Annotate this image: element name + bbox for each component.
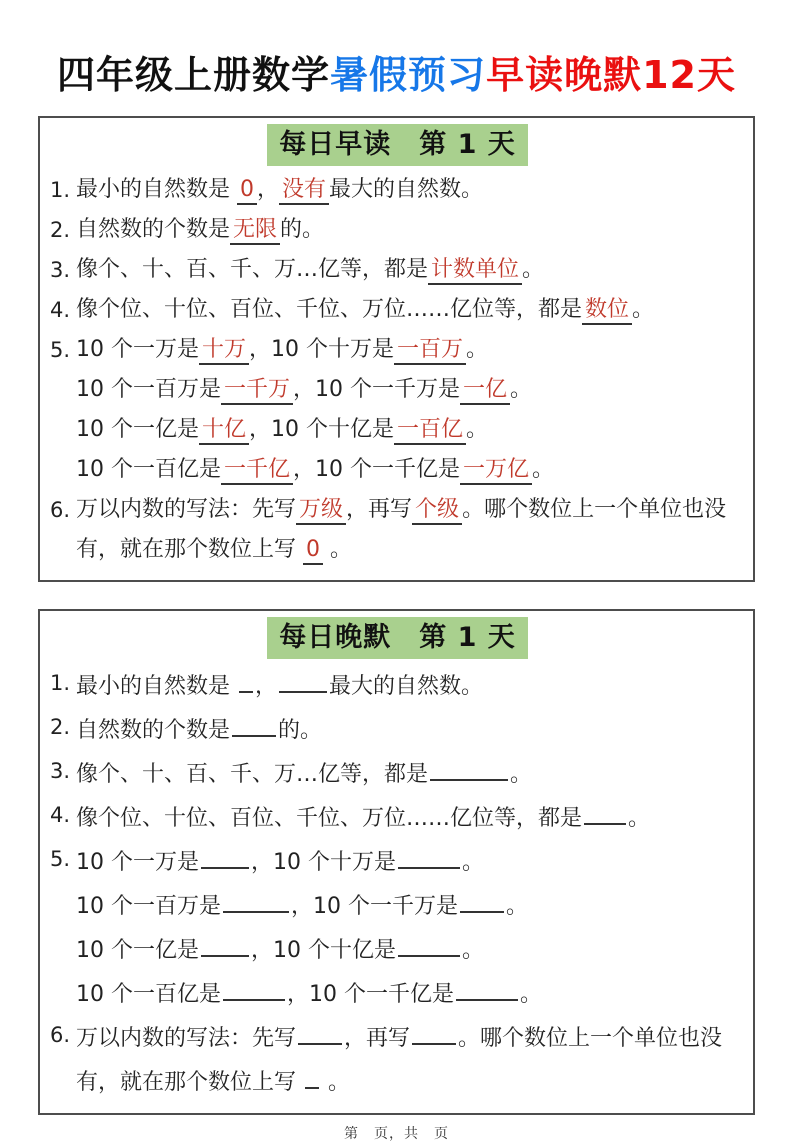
static-text: ， [257, 177, 280, 202]
item-number: 6. [50, 1023, 71, 1047]
worksheet-line [50, 707, 745, 751]
morning-box-header [50, 124, 745, 168]
worksheet-line [50, 490, 745, 570]
answer-text: 一千亿 [221, 457, 293, 485]
blank-line [201, 839, 249, 869]
blank-line [232, 707, 276, 737]
worksheet-line [50, 663, 745, 707]
static-text: 10 个一万是 [76, 337, 199, 362]
static-text: 。 [520, 982, 543, 1007]
static-text: 。哪个数位上一个单位也没有，就在那个数位上写 [76, 497, 727, 562]
answer-text: 计数单位 [428, 257, 522, 285]
worksheet-line [50, 170, 745, 210]
static-text: 的。 [280, 217, 325, 242]
static-text: 像个位、十位、百位、千位、万位……亿位等，都是 [76, 806, 583, 831]
static-text: ，10 个一千万是 [291, 894, 458, 919]
page-title [0, 0, 793, 99]
static-text: 。 [462, 850, 485, 875]
worksheet-line [50, 450, 745, 490]
title-part-grade: 四年级上册数学 [57, 53, 331, 97]
static-text: ，10 个一千亿是 [293, 457, 461, 482]
worksheet-line [50, 883, 745, 927]
answer-text: 一亿 [460, 377, 510, 405]
blank-line [201, 927, 249, 957]
static-text: ，10 个十亿是 [249, 417, 395, 442]
static-text: 。 [522, 257, 545, 282]
item-number: 5. [50, 847, 71, 871]
answer-text: 没有 [279, 177, 329, 205]
worksheet-line [50, 210, 745, 250]
blank-line [412, 1015, 456, 1045]
static-text: 。 [532, 457, 555, 482]
static-text: 像个、十、百、千、万…亿等，都是 [76, 257, 429, 282]
item-number: 3. [50, 258, 71, 282]
static-text: 10 个一百万是 [76, 377, 221, 402]
answer-text: 一百万 [394, 337, 466, 365]
static-text: 10 个一亿是 [76, 417, 199, 442]
morning-header-label: 每日早读 第 1 天 [267, 124, 528, 166]
static-text: 。 [321, 1070, 350, 1095]
static-text: 的。 [278, 718, 323, 743]
answer-text: 一百亿 [394, 417, 466, 445]
static-text: 万以内数的写法：先写 [76, 497, 297, 522]
blank-line [223, 883, 289, 913]
blank-line [460, 883, 504, 913]
static-text: ，10 个十亿是 [251, 938, 396, 963]
worksheet-line [50, 971, 745, 1015]
evening-dictation-box [38, 609, 755, 1115]
item-number: 5. [50, 338, 71, 362]
static-text: 最小的自然数是 [76, 177, 237, 202]
static-text: 。 [466, 417, 489, 442]
worksheet-line [50, 795, 745, 839]
blank-line [398, 927, 460, 957]
static-text: 。 [323, 537, 352, 562]
blank-line [305, 1059, 319, 1089]
static-text: 最大的自然数。 [329, 177, 484, 202]
item-number: 2. [50, 715, 71, 739]
static-text: ，10 个一千亿是 [287, 982, 454, 1007]
item-number: 1. [50, 178, 71, 202]
static-text: ，10 个十万是 [249, 337, 395, 362]
blank-line [223, 971, 285, 1001]
static-text: 。 [632, 297, 655, 322]
item-number: 4. [50, 803, 71, 827]
static-text: 自然数的个数是 [76, 217, 231, 242]
item-number: 2. [50, 218, 71, 242]
answer-text: 0 [303, 537, 323, 565]
static-text: 。 [510, 762, 533, 787]
static-text: 自然数的个数是 [76, 718, 231, 743]
blank-line [456, 971, 518, 1001]
static-text: 10 个一百万是 [76, 894, 221, 919]
blank-line [298, 1015, 342, 1045]
answer-text: 一千万 [221, 377, 293, 405]
static-text: 。 [462, 938, 485, 963]
worksheet-line [50, 927, 745, 971]
static-text: 。哪个数位上一个单位也没有，就在那个数位上写 [76, 1026, 723, 1095]
blank-line [430, 751, 508, 781]
static-text: 像个、十、百、千、万…亿等，都是 [76, 762, 429, 787]
worksheet-line [50, 1015, 745, 1103]
worksheet-line [50, 751, 745, 795]
static-text: ，10 个十万是 [251, 850, 396, 875]
answer-text: 个级 [412, 497, 462, 525]
item-number: 1. [50, 671, 71, 695]
static-text: 。 [628, 806, 651, 831]
worksheet-line [50, 370, 745, 410]
blank-line [398, 839, 460, 869]
item-number: 6. [50, 498, 71, 522]
static-text: 10 个一百亿是 [76, 457, 221, 482]
page-footer: 第 页，共 页 [344, 1126, 449, 1142]
morning-reading-box [38, 116, 755, 582]
static-text: 10 个一百亿是 [76, 982, 221, 1007]
static-text: 10 个一亿是 [76, 938, 199, 963]
evening-header-label: 每日晚默 第 1 天 [267, 617, 528, 659]
answer-text: 一万亿 [460, 457, 532, 485]
answer-text: 十亿 [199, 417, 249, 445]
evening-box-header [50, 617, 745, 661]
static-text: 。 [466, 337, 489, 362]
static-text: 最小的自然数是 [76, 674, 237, 699]
worksheet-line [50, 250, 745, 290]
blank-line [239, 663, 253, 693]
static-text: ，再写 [344, 1026, 411, 1051]
worksheet-line [50, 330, 745, 370]
static-text: 最大的自然数。 [329, 674, 484, 699]
answer-text: 万级 [296, 497, 346, 525]
evening-items [50, 663, 745, 1103]
item-number: 3. [50, 759, 71, 783]
worksheet-line [50, 839, 745, 883]
answer-text: 无限 [230, 217, 280, 245]
static-text: 10 个一万是 [76, 850, 199, 875]
static-text: 像个位、十位、百位、千位、万位……亿位等，都是 [76, 297, 583, 322]
blank-line [279, 663, 327, 693]
title-part-preview: 暑假预习 [330, 53, 487, 97]
static-text: ， [255, 674, 278, 699]
title-part-days: 早读晚默12天 [486, 53, 736, 97]
static-text: 万以内数的写法：先写 [76, 1026, 297, 1051]
static-text: 。 [506, 894, 529, 919]
morning-items [50, 170, 745, 570]
static-text: 。 [510, 377, 533, 402]
blank-line [584, 795, 626, 825]
static-text: ，再写 [346, 497, 413, 522]
answer-text: 数位 [582, 297, 632, 325]
item-number: 4. [50, 298, 71, 322]
worksheet-line [50, 290, 745, 330]
answer-text: 0 [237, 177, 257, 205]
static-text: ，10 个一千万是 [293, 377, 461, 402]
answer-text: 十万 [199, 337, 249, 365]
worksheet-line [50, 410, 745, 450]
